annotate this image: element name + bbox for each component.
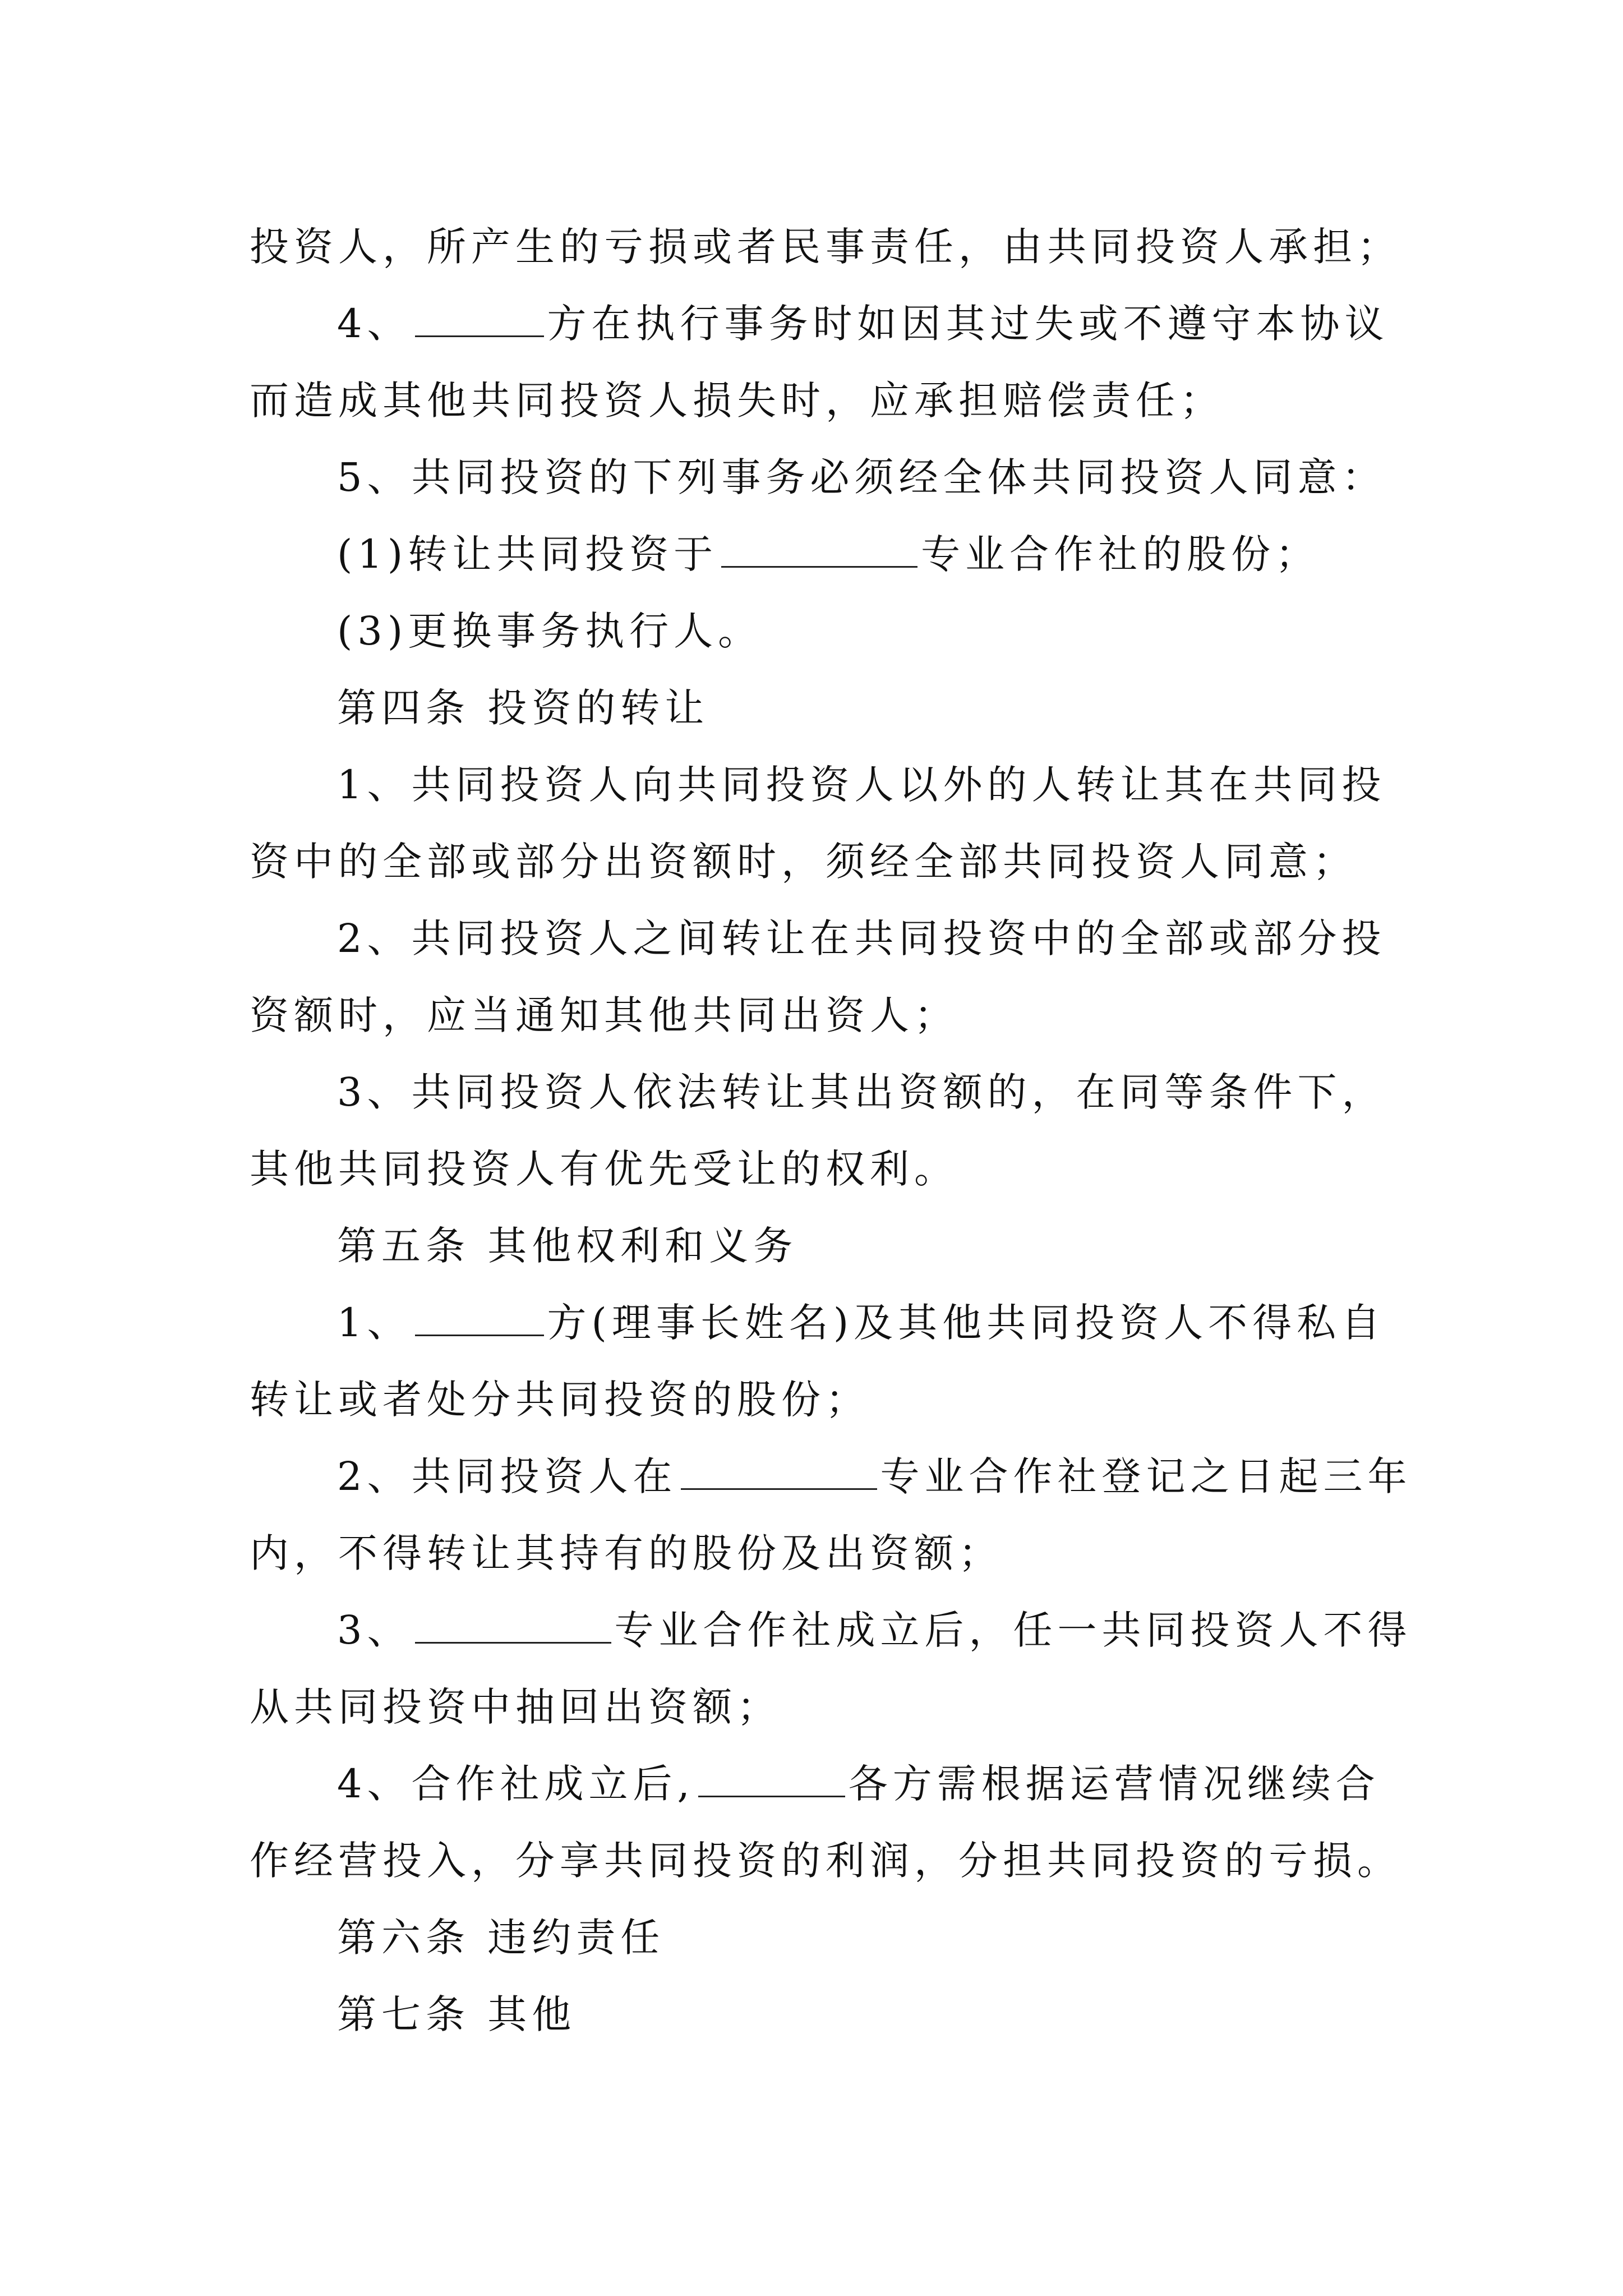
paragraph-line <box>250 823 1388 900</box>
paragraph-line <box>250 1054 1388 1131</box>
section-heading <box>250 1976 1388 2053</box>
fill-in-blank[interactable] <box>415 301 544 337</box>
line-text: 作经营投入，分享共同投资的利润，分担共同投资的亏损。 <box>250 1838 1401 1884</box>
line-text: 5、共同投资的下列事务必须经全体共同投资人同意： <box>337 454 1386 500</box>
line-text: 1、共同投资人向共同投资人以外的人转让其在共同投 <box>337 762 1386 808</box>
paragraph-line <box>250 747 1388 823</box>
line-text: 而造成其他共同投资人损失时，应承担赔偿责任； <box>250 378 1224 424</box>
paragraph-line <box>250 1669 1388 1746</box>
line-text: 4、合作社成立后, <box>337 1761 695 1807</box>
line-text: 3、共同投资人依法转让其出资额的，在同等条件下， <box>337 1069 1386 1115</box>
line-text: (1)转让共同投资于 <box>337 531 718 577</box>
line-text: 2、共同投资人在 <box>337 1453 677 1499</box>
line-text: 各方需根据运营情况继续合 <box>848 1761 1380 1807</box>
line-text: 第六条 违约责任 <box>337 1915 665 1961</box>
line-text: 第五条 其他权利和义务 <box>337 1223 798 1269</box>
line-text: 3、 <box>337 1607 412 1653</box>
line-text: 第四条 投资的转让 <box>337 685 709 731</box>
paragraph-line <box>250 1131 1388 1208</box>
fill-in-blank[interactable] <box>681 1453 877 1490</box>
line-text: 专业合作社成立后，任一共同投资人不得 <box>614 1607 1412 1653</box>
fill-in-blank[interactable] <box>698 1761 845 1797</box>
line-text: 投资人，所产生的亏损或者民事责任，由共同投资人承担； <box>250 224 1401 270</box>
line-text: 其他共同投资人有优先受让的权利。 <box>250 1146 958 1192</box>
section-heading <box>250 1899 1388 1976</box>
paragraph-line <box>250 516 1388 593</box>
line-text: 专业合作社登记之日起三年 <box>880 1453 1412 1499</box>
section-heading <box>250 670 1388 747</box>
paragraph-line <box>250 439 1388 516</box>
paragraph-line <box>250 1823 1401 1899</box>
line-text: 转让或者处分共同投资的股份； <box>250 1377 870 1423</box>
line-text: 从共同投资中抽回出资额； <box>250 1684 781 1730</box>
paragraph-line <box>250 1746 1388 1823</box>
fill-in-blank[interactable] <box>721 531 917 568</box>
paragraph-line <box>250 1361 1388 1438</box>
line-text: 资额时，应当通知其他共同出资人； <box>250 992 958 1038</box>
paragraph-line <box>250 977 1388 1054</box>
line-text: (3)更换事务执行人。 <box>337 608 763 654</box>
paragraph-line <box>250 209 1401 286</box>
paragraph-line <box>250 900 1388 977</box>
line-text: 第七条 其他 <box>337 1991 577 2037</box>
line-text: 资中的全部或部分出资额时，须经全部共同投资人同意； <box>250 839 1357 885</box>
line-text: 方在执行事务时如因其过失或不遵守本协议 <box>547 301 1389 347</box>
paragraph-line <box>250 1592 1412 1669</box>
document-body <box>250 209 1412 2053</box>
fill-in-blank[interactable] <box>415 1607 611 1644</box>
line-text: 2、共同投资人之间转让在共同投资中的全部或部分投 <box>337 915 1386 961</box>
paragraph-line <box>250 1515 1388 1592</box>
paragraph-line <box>250 593 1388 670</box>
paragraph-line <box>250 286 1388 362</box>
line-text: 方(理事长姓名)及其他共同投资人不得私自 <box>547 1300 1386 1346</box>
line-text: 内，不得转让其持有的股份及出资额； <box>250 1530 1003 1576</box>
paragraph-line <box>250 362 1388 439</box>
paragraph-line <box>250 1438 1412 1515</box>
section-heading <box>250 1208 1388 1285</box>
line-text: 4、 <box>337 301 412 347</box>
line-text: 专业合作社的股份； <box>921 531 1320 577</box>
fill-in-blank[interactable] <box>415 1300 544 1336</box>
line-text: 1、 <box>337 1300 412 1346</box>
paragraph-line <box>250 1285 1388 1361</box>
